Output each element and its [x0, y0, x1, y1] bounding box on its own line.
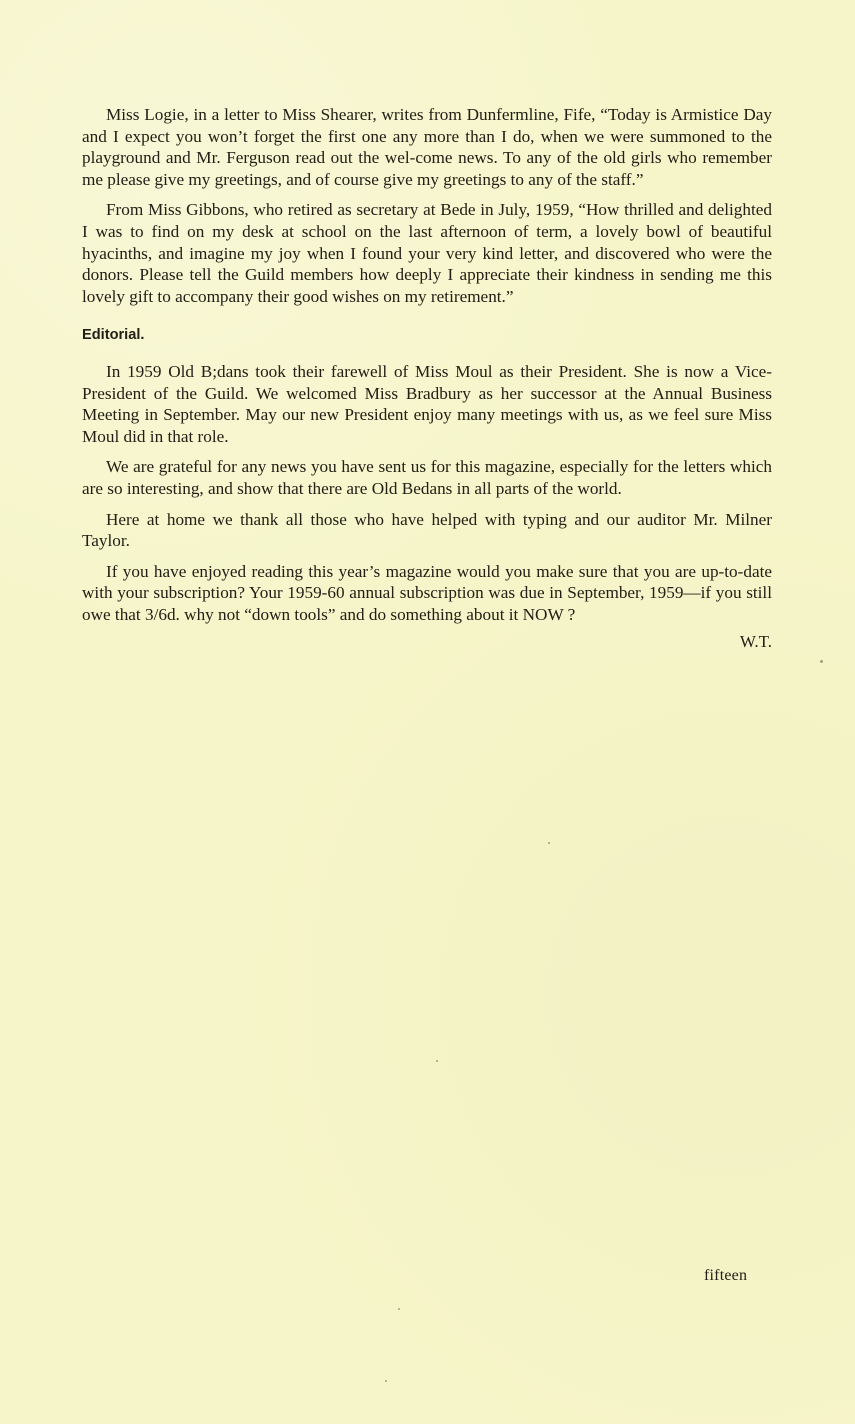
- letter-paragraph-logie: Miss Logie, in a letter to Miss Shearer, writes from Dunfermline, Fife, “Today is Armistice Day and I expect you won’t forget the first one any more than I do, when we were summoned to the playground and Mr. Ferguson read out the wel-come news. To any of the old girls who remember me please give my greetings, and of course give my greetings to any of the staff.”: [82, 105, 772, 189]
- editorial-signature: W.T.: [739, 632, 772, 652]
- letter-paragraph-gibbons: From Miss Gibbons, who retired as secretary at Bede in July, 1959, “How thrilled and delighted I was to find on my desk at school on the last afternoon of term, a lovely bowl of beautiful hyacinths, and imagine my joy when I found your very kind letter, and discovered who were the donors. Please tell the Guild members how deeply I appreciate their kindness in sending me this lovely gift to accompany their good wishes on my retirement.”: [82, 200, 772, 306]
- editorial-paragraph-news: We are grateful for any news you have sent us for this magazine, especially for the letters which are so interesting, and show that there are Old Bedans in all parts of the world.: [82, 457, 772, 498]
- paper-speck: [436, 1060, 438, 1062]
- editorial-paragraph-thanks: Here at home we thank all those who have helped with typing and our auditor Mr. Milner Taylor.: [82, 509, 772, 551]
- paper-speck: [385, 1380, 387, 1382]
- page-number: fifteen: [704, 1267, 748, 1284]
- paper-speck: [398, 1308, 400, 1310]
- editorial-paragraph-subscription: If you have enjoyed reading this year’s magazine would you make sure that you are up-to-date with your subscription? Your 1959-60 annual subscription was due in September, 1959—if you still owe that 3/6d. why not “down tools” and do something about it NOW ?: [82, 561, 772, 624]
- editorial-paragraph-president: In 1959 Old B;dans took their farewell of Miss Moul as their President. She is now a Vice-President of the Guild. We welcomed Miss Bradbury as her successor at the Annual Business Meeting in September. May our new President enjoy many meetings with us, as we feel sure Miss Moul did in that role.: [82, 361, 772, 446]
- editorial-heading: Editorial.: [82, 327, 145, 344]
- page-text: [82, 104, 772, 653]
- paper-speck: [548, 842, 550, 844]
- paper-speck: [820, 660, 823, 663]
